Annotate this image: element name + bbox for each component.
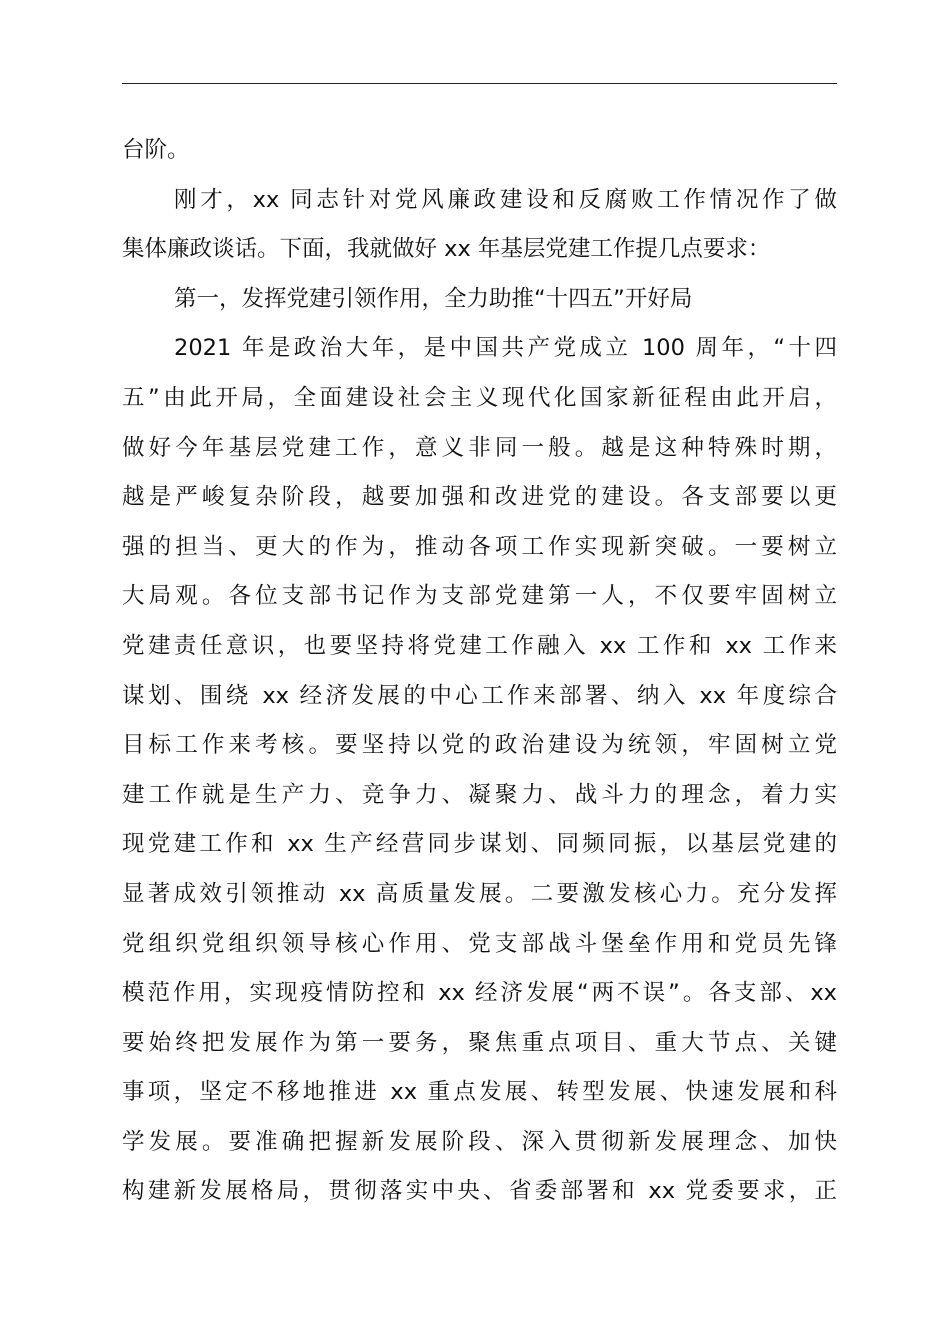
paragraph-line: 党建责任意识，也要坚持将党建工作融入 xx 工作和 xx 工作来 bbox=[122, 632, 837, 659]
section-heading: 第一，发挥党建引领作用，全力助推“十四五”开好局 bbox=[174, 285, 693, 312]
paragraph-line: 学发展。要准确把握新发展阶段、深入贯彻新发展理念、加快 bbox=[122, 1128, 837, 1155]
paragraph-line: 要始终把发展作为第一要务，聚焦重点项目、重大节点、关键 bbox=[122, 1029, 837, 1056]
paragraph-line: 台阶。 bbox=[122, 137, 190, 163]
header-rule bbox=[122, 83, 837, 84]
paragraph-line: 党组织党组织领导核心作用、党支部战斗堡垒作用和党员先锋 bbox=[122, 930, 837, 957]
paragraph-line: 现党建工作和 xx 生产经营同步谋划、同频同振，以基层党建的 bbox=[122, 831, 837, 858]
paragraph-line: 刚才，xx 同志针对党风廉政建设和反腐败工作情况作了做 bbox=[174, 186, 837, 213]
paragraph-line: 集体廉政谈话。下面，我就做好 xx 年基层党建工作提几点要求： bbox=[122, 236, 771, 263]
paragraph-line: 模范作用，实现疫情防控和 xx 经济发展“两不误”。各支部、xx bbox=[122, 980, 837, 1007]
paragraph-line: 事项，坚定不移地推进 xx 重点发展、转型发展、快速发展和科 bbox=[122, 1079, 837, 1106]
paragraph-line: 2021 年是政治大年，是中国共产党成立 100 周年，“十四 bbox=[174, 335, 837, 362]
paragraph-line: 构建新发展格局，贯彻落实中央、省委部署和 xx 党委要求，正 bbox=[122, 1178, 837, 1205]
paragraph-line: 做好今年基层党建工作，意义非同一般。越是这种特殊时期， bbox=[122, 434, 837, 461]
paragraph-line: 谋划、围绕 xx 经济发展的中心工作来部署、纳入 xx 年度综合 bbox=[122, 682, 837, 709]
document-body bbox=[122, 126, 837, 1217]
paragraph-line: 显著成效引领推动 xx 高质量发展。二要激发核心力。充分发挥 bbox=[122, 880, 837, 907]
paragraph-line: 强的担当、更大的作为，推动各项工作实现新突破。一要树立 bbox=[122, 533, 837, 560]
paragraph-line: 越是严峻复杂阶段，越要加强和改进党的建设。各支部要以更 bbox=[122, 484, 837, 511]
paragraph-line: 目标工作来考核。要坚持以党的政治建设为统领，牢固树立党 bbox=[122, 732, 837, 759]
paragraph-line: 五”由此开局，全面建设社会主义现代化国家新征程由此开启， bbox=[122, 384, 837, 411]
paragraph-line: 大局观。各位支部书记作为支部党建第一人，不仅要牢固树立 bbox=[122, 583, 837, 610]
paragraph-line: 建工作就是生产力、竞争力、凝聚力、战斗力的理念，着力实 bbox=[122, 781, 837, 808]
